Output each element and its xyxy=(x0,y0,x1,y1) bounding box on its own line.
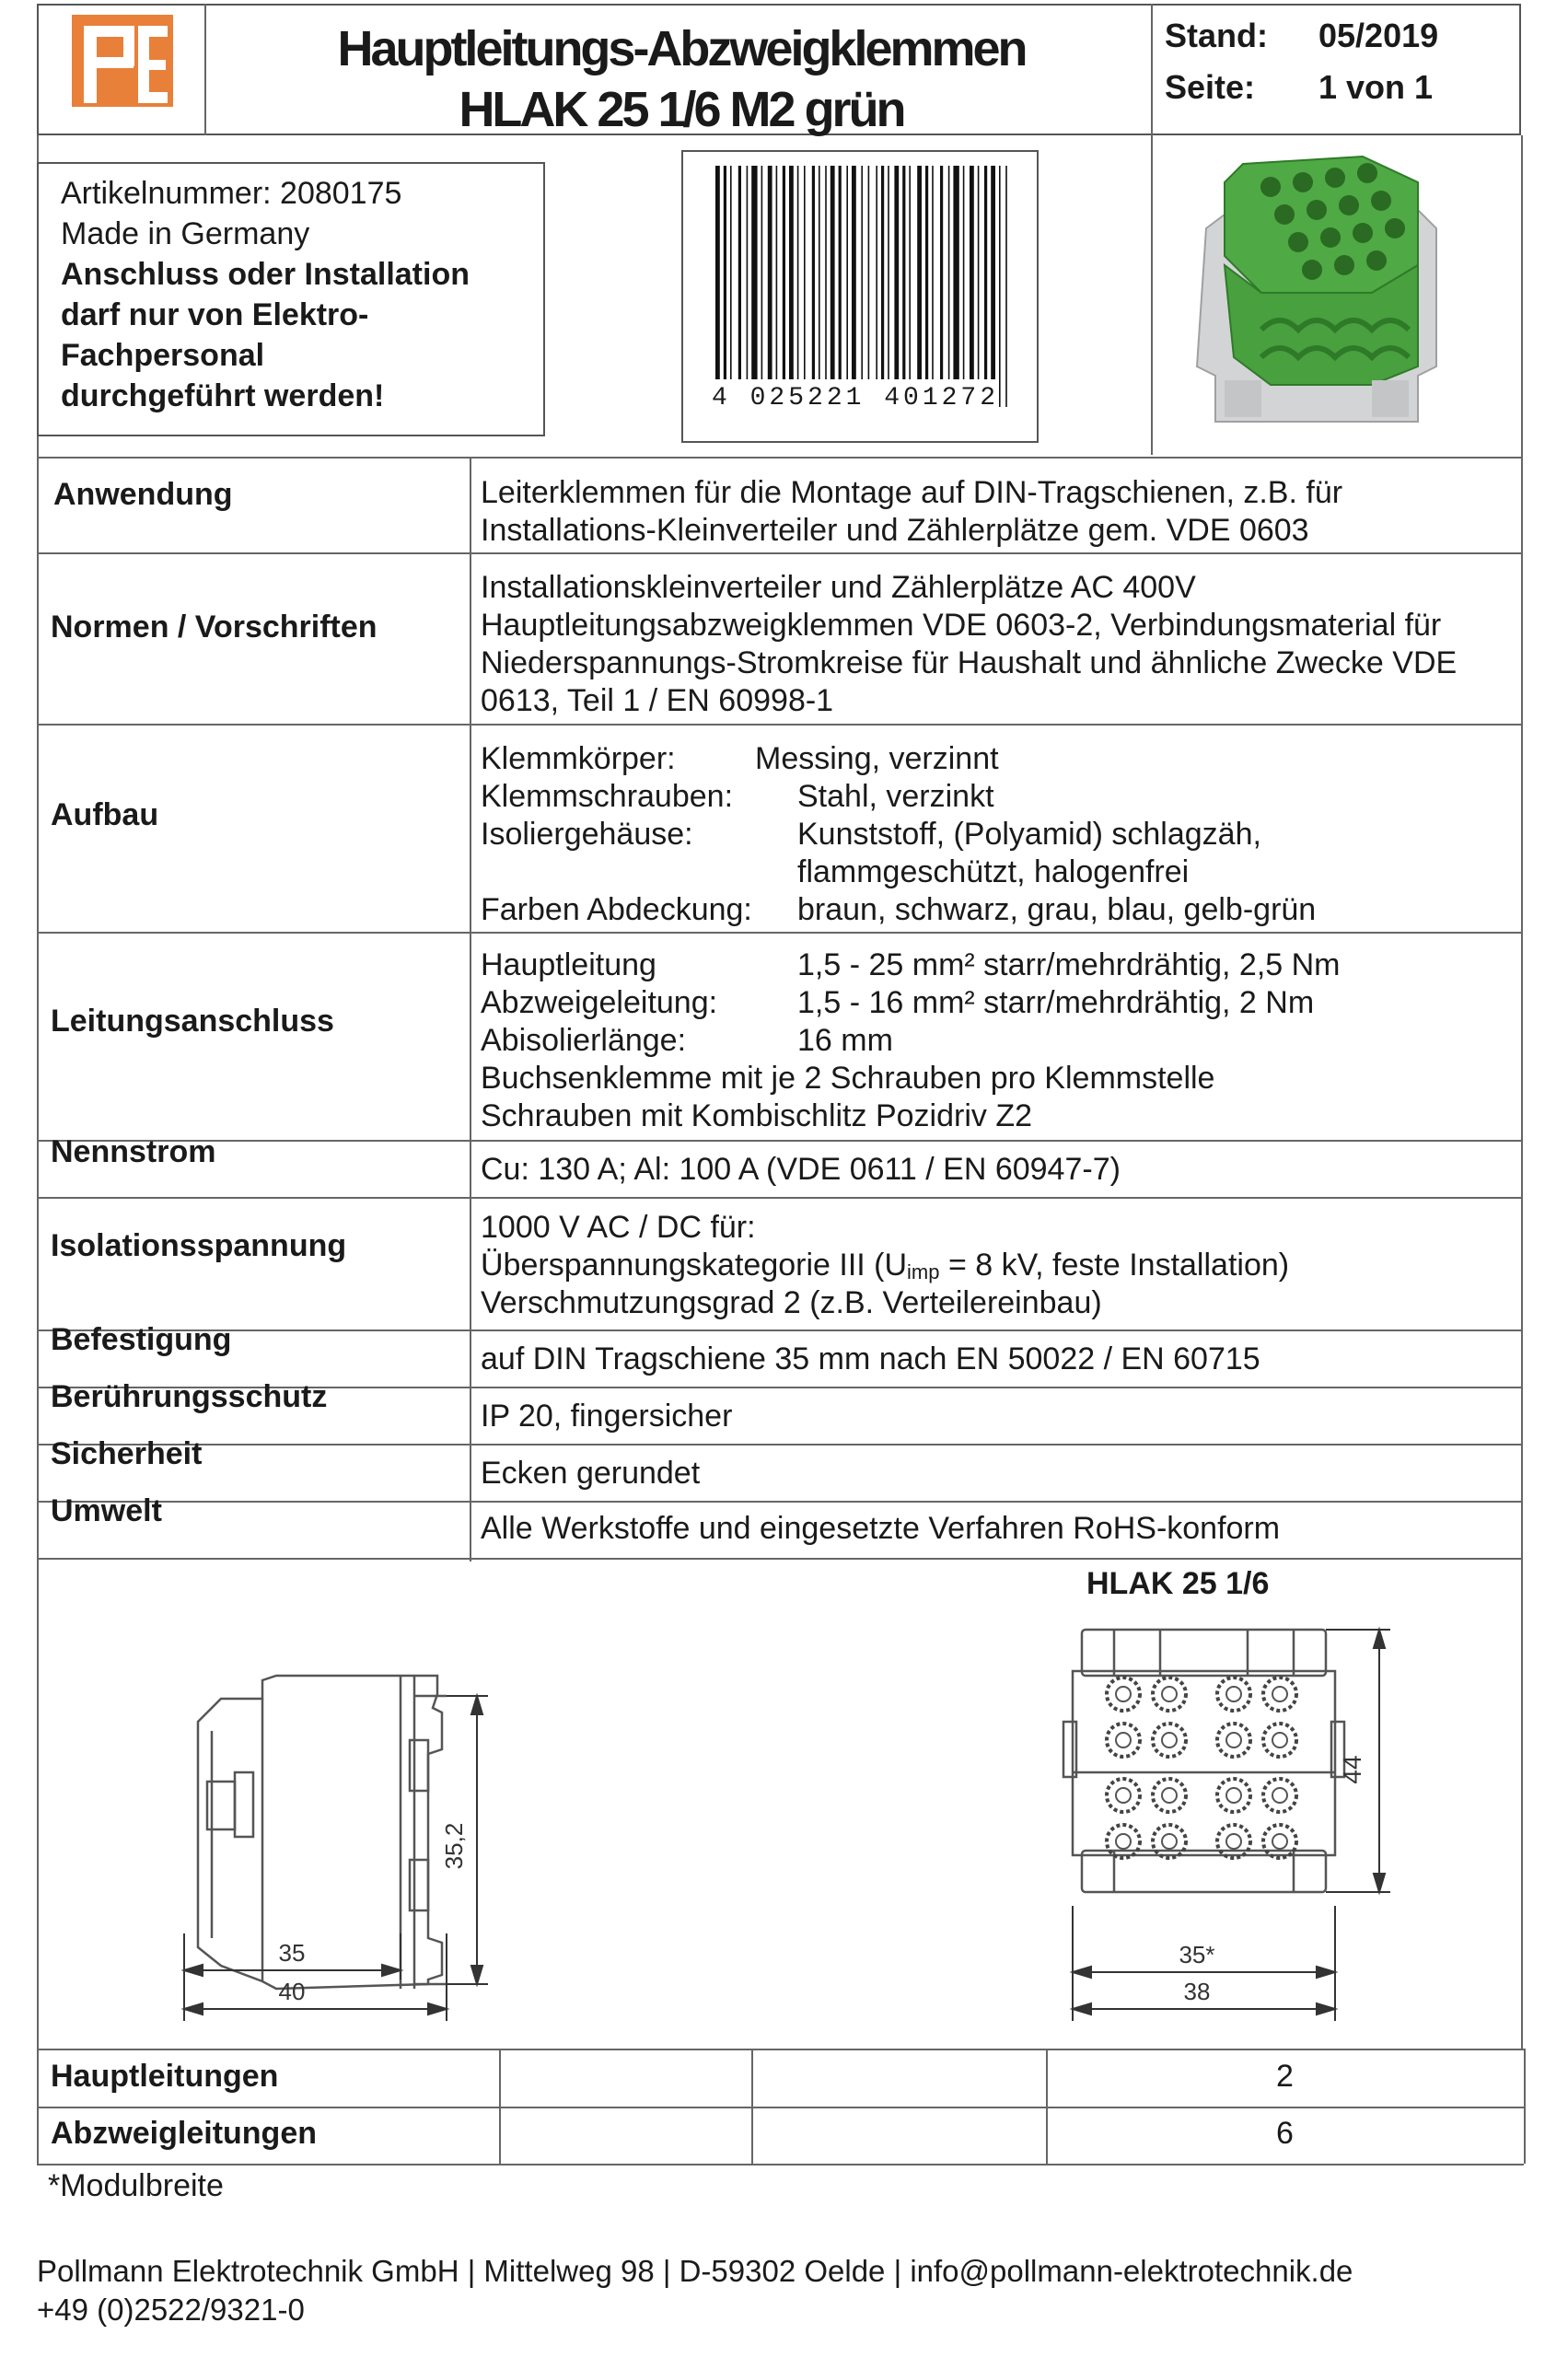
drawing-left-border xyxy=(37,1558,39,2050)
leitung-val2: 1,5 - 16 mm² starr/mehrdrähtig, 2 Nm xyxy=(797,985,1315,1020)
terminal-hole xyxy=(1107,1678,1140,1711)
footer-address: Pollmann Elektrotechnik GmbH | Mittelweg 98 | D-59302 Oelde | info@pollmann-elektrotechnik.de xyxy=(37,2254,1353,2288)
table-col1 xyxy=(499,2049,501,2164)
terminal-hole xyxy=(1217,1779,1250,1812)
beruehrung-value: IP 20, fingersicher xyxy=(481,1399,733,1434)
terminal-hole-inner xyxy=(1226,1788,1241,1803)
aufbau-key4: Farben Abdeckung: xyxy=(481,892,752,927)
umwelt-label: Umwelt xyxy=(51,1493,162,1528)
seite-label: Seite: xyxy=(1165,68,1256,106)
isolation-line2-start: Überspannungskategorie III (U xyxy=(481,1248,908,1283)
table-top-line xyxy=(37,2049,1524,2050)
barcode-bar xyxy=(789,166,794,407)
terminal-hole-inner xyxy=(1116,1687,1131,1701)
stand-value: 05/2019 xyxy=(1318,17,1439,54)
front-height-value: 44 xyxy=(1338,1755,1366,1784)
leitung-key2: Abzweigeleitung: xyxy=(481,985,718,1020)
footnote: *Modulbreite xyxy=(48,2168,224,2203)
drawing-right-border xyxy=(1521,1558,1523,2050)
barcode-bar xyxy=(963,166,965,407)
terminal-hole xyxy=(1263,1825,1296,1858)
row-divider xyxy=(37,1444,1521,1446)
nennstrom-value: Cu: 130 A; Al: 100 A (VDE 0611 / EN 60947-7) xyxy=(481,1152,1121,1187)
table-col4 xyxy=(1524,2049,1526,2164)
aufbau-val1: Messing, verzinnt xyxy=(755,741,999,776)
terminal-hole-inner xyxy=(1116,1788,1131,1803)
anwendung-label: Anwendung xyxy=(53,477,233,512)
warning-line3: Fachpersonal xyxy=(61,338,265,373)
terminal-holes xyxy=(1107,1678,1296,1858)
terminal-hole xyxy=(1153,1724,1186,1757)
barcode-bar xyxy=(783,166,785,407)
row-divider xyxy=(37,1501,1521,1503)
terminal-hole xyxy=(1107,1779,1140,1812)
aufbau-val3: Kunststoff, (Polyamid) schlagzäh, xyxy=(797,817,1261,852)
barcode-bar xyxy=(804,166,806,407)
row-divider xyxy=(37,1140,1521,1142)
terminal-hole-inner xyxy=(1226,1733,1241,1747)
article-number: Artikelnummer: 2080175 xyxy=(61,176,402,211)
barcode-bar xyxy=(1005,166,1007,407)
leitung-key1: Hauptleitung xyxy=(481,947,656,982)
befestigung-label: Befestigung xyxy=(51,1322,232,1357)
umwelt-value: Alle Werkstoffe und eingesetzte Verfahren RoHS-konform xyxy=(481,1511,1281,1546)
terminal-hole xyxy=(1263,1678,1296,1711)
barcode-bar xyxy=(948,166,950,407)
barcode-bar xyxy=(925,166,928,407)
company-logo xyxy=(61,9,179,115)
leitung-key3: Abisolierlänge: xyxy=(481,1023,687,1058)
barcode-bar xyxy=(852,166,856,407)
barcode-bar xyxy=(819,166,820,407)
row-divider xyxy=(37,724,1521,726)
terminal-hole-inner xyxy=(1226,1687,1241,1701)
barcode-bar xyxy=(747,166,749,407)
row-divider xyxy=(37,1197,1521,1199)
barcode-bar xyxy=(940,166,943,407)
normen-line2: Hauptleitungsabzweigklemmen VDE 0603-2, Verbindungsmaterial für xyxy=(481,608,1442,643)
terminal-hole-inner xyxy=(1116,1834,1131,1849)
barcode-bar xyxy=(846,166,848,407)
normen-label: Normen / Vorschriften xyxy=(51,610,377,644)
terminal-hole-inner xyxy=(1162,1788,1177,1803)
hauptleitungen-value: 2 xyxy=(1276,2059,1294,2094)
aufbau-val2: Stahl, verzinkt xyxy=(797,779,994,814)
front-view-dimensions xyxy=(1059,1906,1372,2026)
barcode-bar xyxy=(953,166,958,407)
normen-line4: 0613, Teil 1 / EN 60998-1 xyxy=(481,683,834,718)
anwendung-line2: Installations-Kleinverteiler und Zählerplätze gem. VDE 0603 xyxy=(481,513,1309,548)
nennstrom-label: Nennstrom xyxy=(51,1134,216,1169)
terminal-hole-inner xyxy=(1226,1834,1241,1849)
hauptleitungen-label: Hauptleitungen xyxy=(51,2059,279,2094)
barcode-bar xyxy=(970,166,974,407)
barcode-bar xyxy=(776,166,778,407)
sicherheit-value: Ecken gerundet xyxy=(481,1456,701,1491)
barcode-bar xyxy=(830,166,835,407)
leitung-label: Leitungsanschluss xyxy=(51,1004,334,1039)
document-title-line1: Hauptleitungs-Abzweigklemmen xyxy=(337,21,1026,76)
barcode-bar xyxy=(984,166,987,407)
isolation-line3: Verschmutzungsgrad 2 (z.B. Verteilereinbau) xyxy=(481,1285,1102,1320)
terminal-hole xyxy=(1153,1678,1186,1711)
barcode-bar xyxy=(909,166,911,407)
table-mid-line xyxy=(37,2107,1524,2108)
terminal-hole xyxy=(1263,1779,1296,1812)
barcode-bar xyxy=(825,166,827,407)
footer-phone: +49 (0)2522/9321-0 xyxy=(37,2293,305,2327)
barcode-bar xyxy=(768,166,772,407)
terminal-hole xyxy=(1153,1779,1186,1812)
made-in-germany: Made in Germany xyxy=(61,216,310,251)
aufbau-val4: braun, schwarz, grau, blau, gelb-grün xyxy=(797,892,1317,927)
terminal-hole xyxy=(1107,1724,1140,1757)
terminal-hole-inner xyxy=(1162,1834,1177,1849)
terminal-hole-inner xyxy=(1116,1733,1131,1747)
barcode-bar xyxy=(999,166,1001,407)
header-divider-logo xyxy=(204,4,206,135)
barcode-bar xyxy=(894,166,899,407)
isolation-label: Isolationsspannung xyxy=(51,1228,347,1263)
stand-label: Stand: xyxy=(1165,17,1268,54)
row-divider xyxy=(37,552,1521,554)
barcode-digits: 4 025221 401272 xyxy=(712,379,999,417)
barcode-bar xyxy=(730,166,732,407)
front-width-35: 35* xyxy=(1179,1941,1215,1968)
terminal-hole-inner xyxy=(1272,1733,1287,1747)
leitung-line5: Schrauben mit Kombischlitz Pozidriv Z2 xyxy=(481,1098,1033,1133)
barcode-bar xyxy=(861,166,863,407)
section-right-border xyxy=(1521,135,1523,458)
warning-line4: durchgeführt werden! xyxy=(61,378,385,413)
barcode-bar xyxy=(902,166,905,407)
aufbau-label: Aufbau xyxy=(51,797,159,832)
leitung-line4: Buchsenklemme mit je 2 Schrauben pro Klemmstelle xyxy=(481,1061,1215,1096)
terminal-hole xyxy=(1263,1724,1296,1757)
terminal-hole-inner xyxy=(1272,1687,1287,1701)
table-bottom-line xyxy=(37,2164,1524,2165)
barcode-bar xyxy=(812,166,815,407)
beruehrung-label: Berührungsschutz xyxy=(51,1379,328,1414)
aufbau-val3b: flammgeschützt, halogenfrei xyxy=(797,854,1190,889)
warning-line1: Anschluss oder Installation xyxy=(61,257,470,292)
barcode-bar xyxy=(876,166,877,407)
side-height-dimension: 35,2 xyxy=(440,1822,468,1870)
document-title-line2: HLAK 25 1/6 M2 grün xyxy=(459,82,904,137)
barcode-bar xyxy=(797,166,799,407)
isolation-line1: 1000 V AC / DC für: xyxy=(481,1210,756,1245)
barcode-bar xyxy=(991,166,995,407)
barcode-bar xyxy=(868,166,870,407)
barcode-bar xyxy=(978,166,980,407)
row-divider xyxy=(37,1329,1521,1331)
table-col2 xyxy=(751,2049,753,2164)
barcode-bar xyxy=(724,166,726,407)
terminal-hole xyxy=(1217,1724,1250,1757)
side-width-40: 40 xyxy=(278,1978,306,2005)
aufbau-key1: Klemmkörper: xyxy=(481,741,676,776)
abzweigleitungen-label: Abzweigleitungen xyxy=(51,2116,317,2151)
terminal-hole-inner xyxy=(1272,1834,1287,1849)
spec-left-line xyxy=(37,457,39,1562)
leitung-val1: 1,5 - 25 mm² starr/mehrdrähtig, 2,5 Nm xyxy=(797,947,1341,982)
barcode-bar xyxy=(932,166,934,407)
barcode xyxy=(714,166,1008,414)
spec-mid-line xyxy=(470,457,471,1562)
terminal-hole-inner xyxy=(1162,1733,1177,1747)
isolation-subscript: imp xyxy=(907,1260,940,1283)
seite-value: 1 von 1 xyxy=(1318,68,1434,106)
barcode-bar xyxy=(881,166,884,407)
befestigung-value: auf DIN Tragschiene 35 mm nach EN 50022 / EN 60715 xyxy=(481,1341,1260,1376)
product-photo xyxy=(1188,145,1455,433)
leitung-val3: 16 mm xyxy=(797,1023,893,1058)
terminal-hole xyxy=(1153,1825,1186,1858)
table-col0 xyxy=(37,2049,39,2164)
terminal-housing-image xyxy=(1197,157,1436,422)
barcode-bar xyxy=(738,166,741,407)
barcode-bar xyxy=(761,166,763,407)
row-divider xyxy=(37,1558,1521,1560)
normen-line1: Installationskleinverteiler und Zählerplätze AC 400V xyxy=(481,570,1196,605)
warning-line2: darf nur von Elektro- xyxy=(61,297,369,332)
barcode-bar xyxy=(917,166,922,407)
terminal-hole-inner xyxy=(1272,1788,1287,1803)
anwendung-line1: Leiterklemmen für die Montage auf DIN-Tragschienen, z.B. für xyxy=(481,475,1343,510)
abzweigleitungen-value: 6 xyxy=(1276,2116,1294,2151)
barcode-bar xyxy=(715,166,720,407)
terminal-hole xyxy=(1217,1678,1250,1711)
spec-right-line xyxy=(1521,457,1523,1562)
normen-line3: Niederspannungs-Stromkreise für Haushalt und ähnliche Zwecke VDE xyxy=(481,645,1458,680)
terminal-hole xyxy=(1217,1825,1250,1858)
front-width-38: 38 xyxy=(1183,1978,1211,2005)
drawing-title: HLAK 25 1/6 xyxy=(1086,1566,1270,1601)
row-divider xyxy=(37,932,1521,934)
side-view-dimensions xyxy=(166,1933,470,2026)
aufbau-key3: Isoliergehäuse: xyxy=(481,817,693,852)
front-height-dimension-line xyxy=(1326,1620,1400,1915)
barcode-bar xyxy=(751,166,757,407)
barcode-bar xyxy=(888,166,889,407)
spec-top-line xyxy=(37,457,1521,459)
terminal-hole xyxy=(1107,1825,1140,1858)
side-width-35: 35 xyxy=(278,1939,306,1967)
terminal-hole-inner xyxy=(1162,1687,1177,1701)
pe-logo-icon xyxy=(61,9,179,115)
sicherheit-label: Sicherheit xyxy=(51,1436,203,1471)
barcode-bar xyxy=(839,166,842,407)
aufbau-key2: Klemmschrauben: xyxy=(481,779,734,814)
isolation-line2-end: = 8 kV, feste Installation) xyxy=(939,1248,1290,1283)
